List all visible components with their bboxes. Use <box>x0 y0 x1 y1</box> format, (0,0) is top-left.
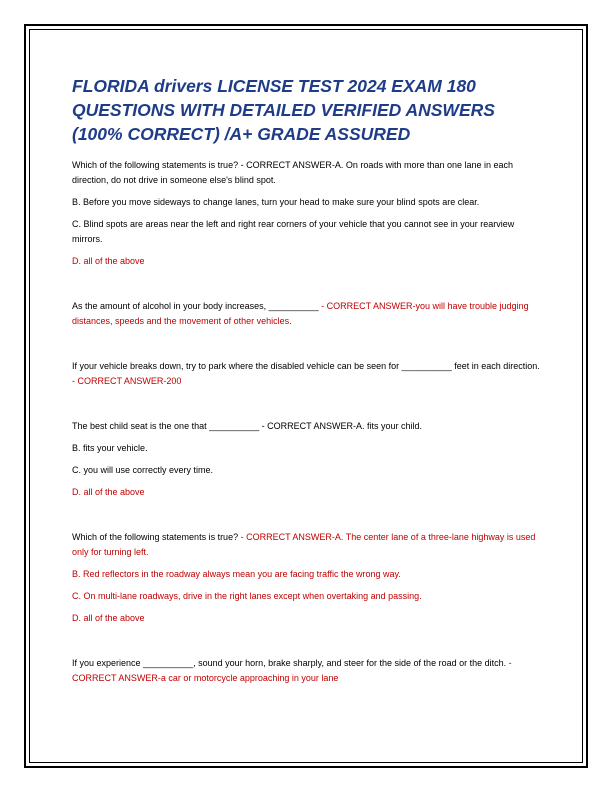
question-4-option-b: B. fits your vehicle. <box>72 443 148 453</box>
question-2 <box>72 299 542 329</box>
question-1-option-b: B. Before you move sideways to change lanes, turn your head to make sure your blind spots are clear. <box>72 197 480 207</box>
question-1-option-d: D. all of the above <box>72 256 145 266</box>
question-5-option-b: B. Red reflectors in the roadway always mean you are facing traffic the wrong way. <box>72 569 401 579</box>
question-6 <box>72 656 542 686</box>
question-5-text: Which of the following statements is true? <box>72 532 241 542</box>
question-2-text: As the amount of alcohol in your body increases, __________ <box>72 301 322 311</box>
question-5 <box>72 530 542 560</box>
question-4-option-d: D. all of the above <box>72 487 145 497</box>
question-5-option-c: C. On multi-lane roadways, drive in the right lanes except when overtaking and passing. <box>72 591 422 601</box>
question-1: Which of the following statements is true? - CORRECT ANSWER-A. On roads with more than one lane in each direction, do not drive in someone else's blind spot. <box>72 160 514 185</box>
question-2-answer: - CORRECT ANSWER-you will have trouble judging distances, speeds and the movement of other vehicles. <box>72 301 529 326</box>
question-6-text: If you experience __________, sound your horn, brake sharply, and steer for the side of the road or the ditch. <box>72 658 509 668</box>
question-3-answer: - CORRECT ANSWER-200 <box>72 376 182 386</box>
question-1-option-c: C. Blind spots are areas near the left and right rear corners of your vehicle that you cannot see in your rearview mirrors. <box>72 219 515 244</box>
question-5-option-d: D. all of the above <box>72 613 145 623</box>
question-4-option-c: C. you will use correctly every time. <box>72 465 214 475</box>
document-title: FLORIDA drivers LICENSE TEST 2024 EXAM 180 QUESTIONS WITH DETAILED VERIFIED ANSWERS (100% CORRECT) /A+ GRADE ASSURED <box>72 76 495 144</box>
question-3-text: If your vehicle breaks down, try to park where the disabled vehicle can be seen for __________ feet in each direction. <box>72 361 540 371</box>
document-body <box>72 74 542 686</box>
question-5-answer: - CORRECT ANSWER-A. The center lane of a three-lane highway is used only for turning left. <box>72 532 536 557</box>
question-4: The best child seat is the one that __________ - CORRECT ANSWER-A. fits your child. <box>72 421 422 431</box>
question-6-answer: - CORRECT ANSWER-a car or motorcycle approaching in your lane <box>72 658 512 683</box>
question-3 <box>72 359 542 389</box>
